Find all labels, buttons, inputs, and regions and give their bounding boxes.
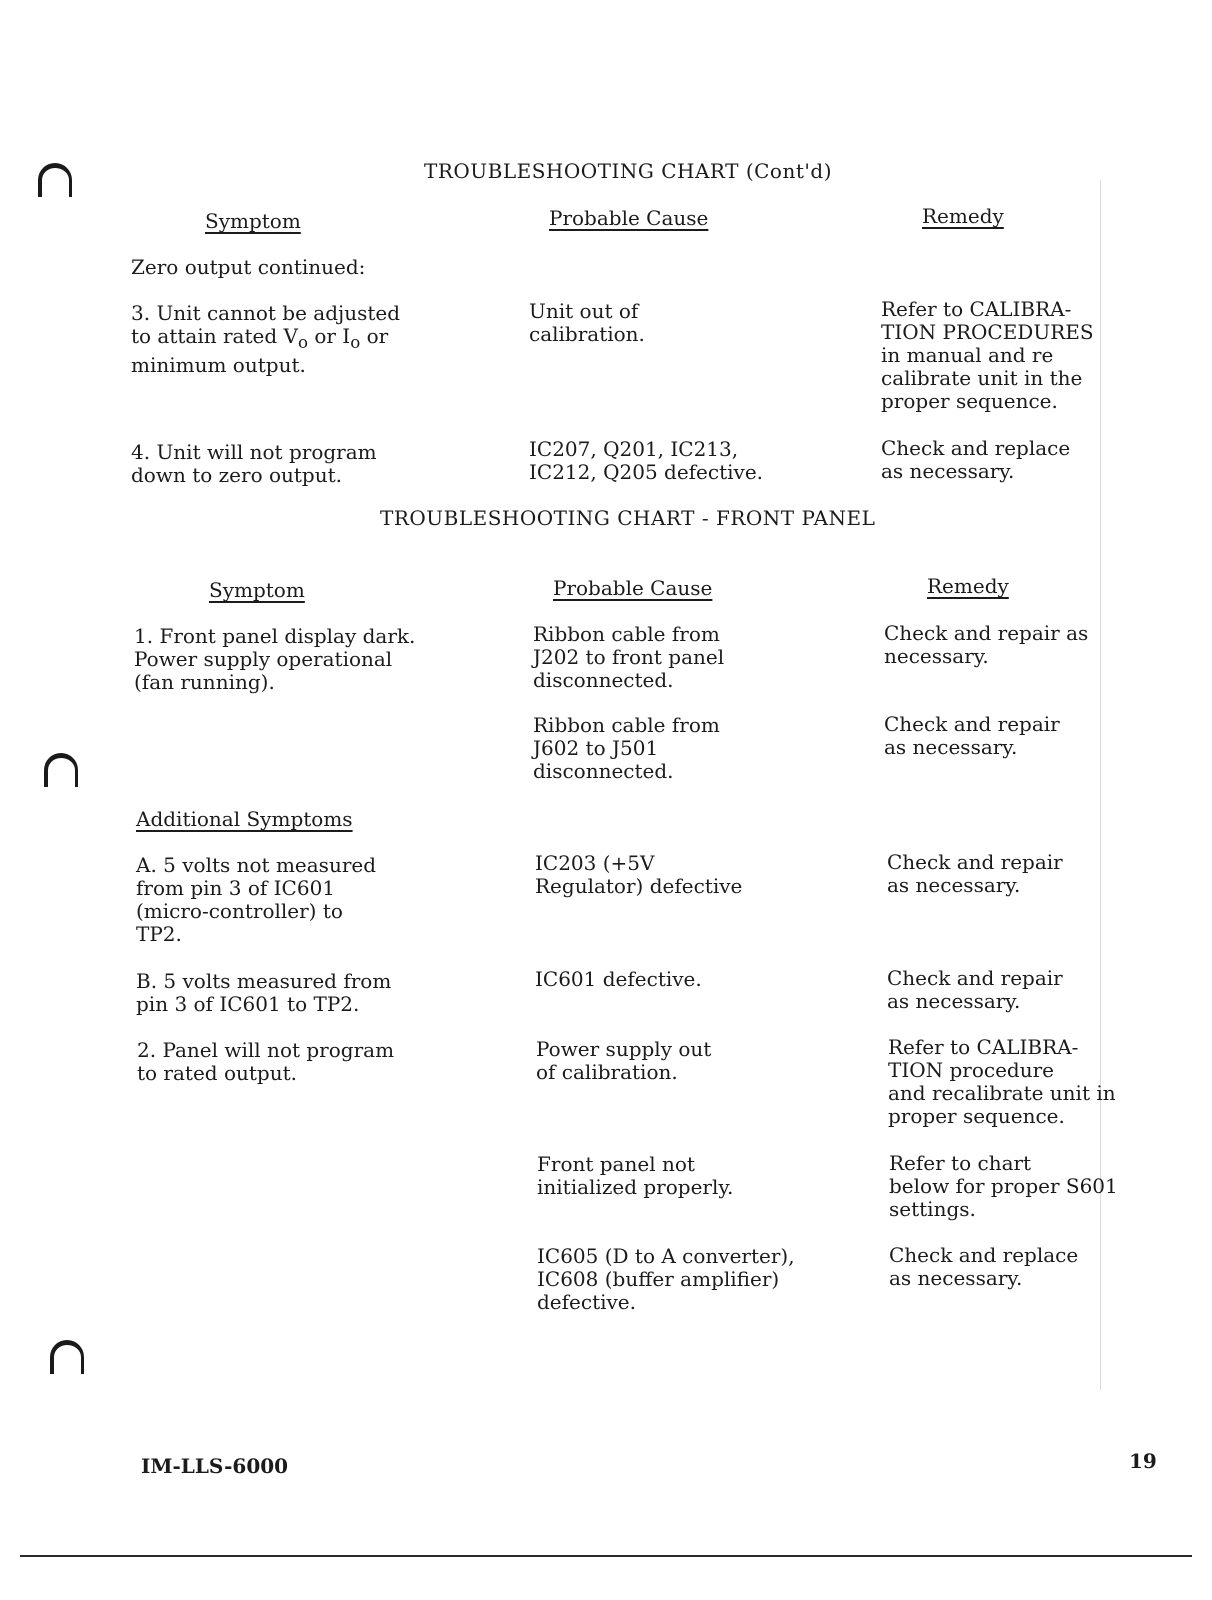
section-label: Zero output continued: (131, 255, 366, 279)
additional-symptoms-label: Additional Symptoms (136, 807, 353, 831)
column-header-symptom: Symptom (209, 578, 305, 602)
column-header-remedy: Remedy (927, 574, 1009, 598)
cause-cell: IC601 defective. (535, 967, 702, 991)
column-header-probable-cause: Probable Cause (553, 576, 713, 600)
chart-title: TROUBLESHOOTING CHART (Cont'd) (424, 159, 832, 183)
punch-hole-mark (44, 753, 78, 787)
chart-title: TROUBLESHOOTING CHART - FRONT PANEL (380, 506, 876, 530)
cause-cell: Ribbon cable from J202 to front panel disconnected. (533, 622, 725, 692)
document-id: IM-LLS-6000 (141, 1454, 289, 1478)
symptom-text: or minimum output. (131, 324, 389, 377)
symptom-text: 3. Unit cannot be adjusted to attain rated V (131, 301, 401, 348)
symptom-cell: B. 5 volts measured from pin 3 of IC601 to TP2. (136, 969, 392, 1016)
column-header-symptom: Symptom (205, 209, 301, 233)
subscript: o (350, 333, 361, 352)
remedy-cell: Refer to CALIBRA- TION PROCEDURES in manual and re calibrate unit in the proper sequence. (881, 297, 1094, 413)
symptom-cell: A. 5 volts not measured from pin 3 of IC601 (micro-controller) to TP2. (136, 853, 377, 946)
remedy-cell: Check and repair as necessary. (884, 712, 1060, 759)
remedy-cell: Check and repair as necessary. (884, 621, 1089, 668)
cause-cell: Front panel not initialized properly. (537, 1152, 734, 1199)
page-number: 19 (1129, 1449, 1157, 1473)
cause-cell: Unit out of calibration. (529, 299, 645, 346)
remedy-cell: Refer to CALIBRA- TION procedure and recalibrate unit in proper sequence. (888, 1035, 1116, 1128)
cause-cell: Ribbon cable from J602 to J501 disconnected. (533, 713, 720, 783)
symptom-text: or I (307, 324, 351, 348)
remedy-cell: Check and replace as necessary. (881, 436, 1071, 483)
cause-cell: IC605 (D to A converter), IC608 (buffer amplifier) defective. (537, 1244, 795, 1314)
column-header-remedy: Remedy (922, 204, 1004, 228)
punch-hole-mark (38, 163, 72, 197)
symptom-cell: 4. Unit will not program down to zero output. (131, 440, 377, 487)
cause-cell: IC207, Q201, IC213, IC212, Q205 defective. (529, 437, 764, 484)
cause-cell: Power supply out of calibration. (536, 1037, 712, 1084)
cause-cell: IC203 (+5V Regulator) defective (535, 851, 743, 898)
punch-hole-mark (50, 1340, 84, 1374)
remedy-cell: Refer to chart below for proper S601 settings. (889, 1151, 1118, 1221)
symptom-cell: 2. Panel will not program to rated output. (137, 1038, 395, 1085)
bottom-rule (20, 1555, 1192, 1557)
remedy-cell: Check and repair as necessary. (887, 850, 1063, 897)
symptom-cell (131, 302, 400, 377)
column-header-probable-cause: Probable Cause (549, 206, 709, 230)
remedy-cell: Check and repair as necessary. (887, 966, 1063, 1013)
symptom-cell: 1. Front panel display dark. Power supply operational (fan running). (134, 624, 416, 694)
subscript: o (297, 333, 308, 352)
remedy-cell: Check and replace as necessary. (889, 1243, 1079, 1290)
